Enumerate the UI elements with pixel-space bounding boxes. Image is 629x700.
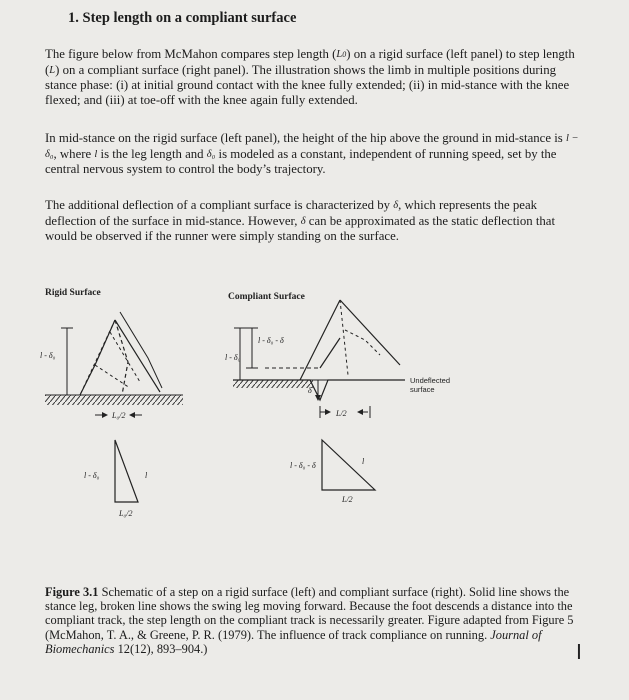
compliant-half-step-label: L/2 [336, 409, 347, 418]
paragraph-mid-stance: In mid-stance on the rigid surface (left panel), the height of the hip above the ground in mid-stance is l − δ₀, where l is the leg length and δ₀ is modeled as a constant, independent of running speed, set by the central nervous system to control the body’s trajectory. [45, 131, 579, 177]
rigid-triangle-height-label: l - δ₀ [84, 471, 100, 480]
rigid-height-label: l - δ₀ [40, 351, 56, 360]
rigid-triangle-leg-label: l [145, 471, 148, 480]
rigid-triangle-base-label: L₀/2 [119, 509, 133, 518]
undeflected-label-1: Undeflected [410, 376, 451, 385]
rigid-surface-label: Rigid Surface [45, 288, 101, 298]
section-heading: 1. Step length on a compliant surface [68, 10, 297, 26]
step-schematic-figure [0, 270, 629, 540]
compliant-panel [233, 300, 405, 418]
compliant-triangle-base-label: L/2 [342, 495, 353, 504]
paragraph-step-length: The figure below from McMahon compares step length $(L_0)$ on a rigid surface (left panel) to step length (L) on a compliant surface (right panel). The illustration shows the limb in multiple positions during stance phase: (i) at initial ground contact with the knee fully extended; (ii) in mid-stance with the knee flexed; and (iii) at toe-off with the knee again fully extended. [45, 47, 575, 107]
compliant-triangle [322, 440, 375, 490]
rigid-half-step-label: L₀/2 [112, 411, 126, 420]
compliant-surface-label: Compliant Surface [228, 292, 305, 302]
compliant-triangle-height-label: l - δ₀ - δ [290, 461, 316, 470]
rigid-panel [45, 312, 183, 415]
compliant-nominal-height-label: l - δ₀ [225, 353, 241, 362]
rigid-triangle [115, 440, 138, 502]
paragraph-deflection: The additional deflection of a compliant surface is characterized by δ, which represents the peak deflection of the surface in mid-stance. However, δ can be approximated as the static deflection that would be observed if the runner were simply standing on the surface. [45, 198, 556, 244]
text-cursor-icon: I [576, 640, 582, 664]
deflection-label: δ [308, 386, 312, 395]
undeflected-label-2: surface [410, 385, 435, 394]
figure-caption: Figure 3.1 Schematic of a step on a rigid surface (left) and compliant surface (right). Solid line shows the stance leg, broken line shows the swing leg moving forward. Because the foot descends a distance into the compliant track, the step length on the compliant track is necessarily greater. Figure adapted from Figure 5 (McMahon, T. A., & Greene, P. R. (1979). The influence of track compliance on running. Journal of Biomechanics 12(12), 893–904.) [45, 585, 574, 656]
compliant-triangle-leg-label: l [362, 457, 365, 466]
compliant-height-label: l - δ₀ - δ [258, 336, 284, 345]
